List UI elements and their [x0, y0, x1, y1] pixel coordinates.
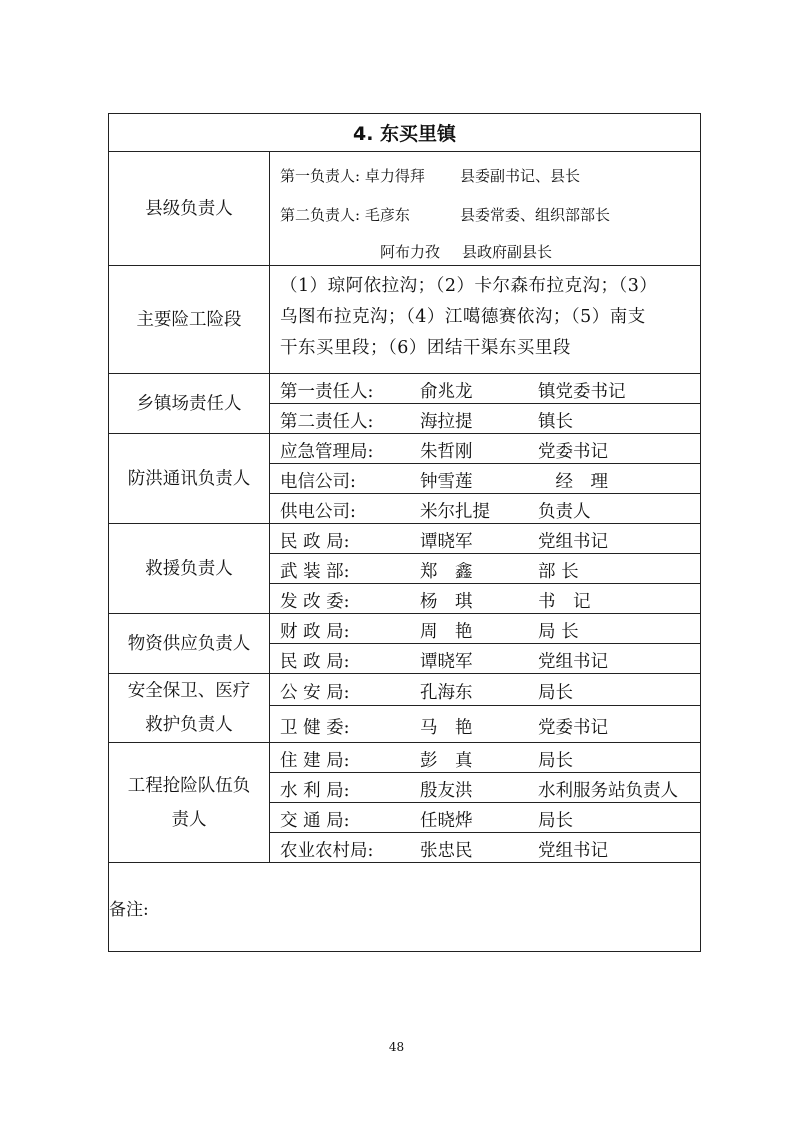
first-leader-title: 县委副书记、县长	[460, 167, 581, 185]
table-row: 民 政 局: 谭晓军 党组书记	[280, 652, 608, 672]
table-row: 公 安 局: 孔海东 局长	[280, 683, 573, 704]
table-row: 武 装 部: 郑 鑫 部 长	[280, 562, 579, 582]
table-row: 供电公司: 米尔扎提 负责人	[280, 502, 591, 522]
category-communications: 防洪通讯负责人	[109, 434, 270, 524]
table-row: 第一责任人: 俞兆龙 镇党委书记	[280, 382, 626, 402]
table-row: 民 政 局: 谭晓军 党组书记	[280, 532, 608, 552]
table-row: 应急管理局: 朱哲刚 党委书记	[280, 442, 608, 462]
second-leader-title: 县委常委、组织部部长	[460, 206, 611, 224]
table-row: 水 利 局: 殷友洪 水利服务站负责人	[280, 781, 678, 801]
category-county-leaders: 县级负责人	[109, 152, 270, 266]
danger-sections-text: （1）琼阿依拉沟；（2）卡尔森布拉克沟；（3） 乌图布拉克沟；（4）江噶德赛依沟；（5）南支 干东买里段；（6）团结干渠东买里段	[280, 276, 658, 358]
category-engineering-rescue: 工程抢险队伍负 责人	[109, 743, 270, 863]
table-title: 4. 东买里镇	[109, 114, 701, 152]
notes-cell	[109, 863, 701, 952]
category-rescue: 救援负责人	[109, 524, 270, 614]
category-danger-sections: 主要险工险段	[109, 266, 270, 374]
notes-label: 备注:	[109, 899, 149, 920]
table-row: 电信公司: 钟雪莲 经 理	[280, 472, 608, 492]
table-row: 卫 健 委: 马 艳 党委书记	[280, 717, 608, 738]
table-row: 农业农村局: 张忠民 党组书记	[280, 841, 608, 861]
first-leader: 第一负责人: 卓力得拜	[280, 167, 425, 185]
page-number: 48	[388, 1040, 405, 1054]
second-leader: 第二负责人: 毛彦东	[280, 206, 410, 224]
table-row: 第二责任人: 海拉提 镇长	[280, 412, 573, 432]
third-leader: 阿布力孜	[380, 243, 441, 261]
table-row: 财 政 局: 周 艳 局 长	[280, 622, 579, 642]
table-row: 住 建 局: 彭 真 局长	[280, 751, 573, 771]
table-row: 发 改 委: 杨 琪 书 记	[280, 592, 591, 612]
table-row: 交 通 局: 任晓烨 局长	[280, 811, 573, 831]
category-township: 乡镇场责任人	[109, 374, 270, 434]
category-security-medical: 安全保卫、医疗 救护负责人	[109, 674, 270, 743]
third-leader-title: 县政府副县长	[462, 243, 553, 261]
duty-roster-table	[108, 113, 701, 952]
category-supplies: 物资供应负责人	[109, 614, 270, 674]
